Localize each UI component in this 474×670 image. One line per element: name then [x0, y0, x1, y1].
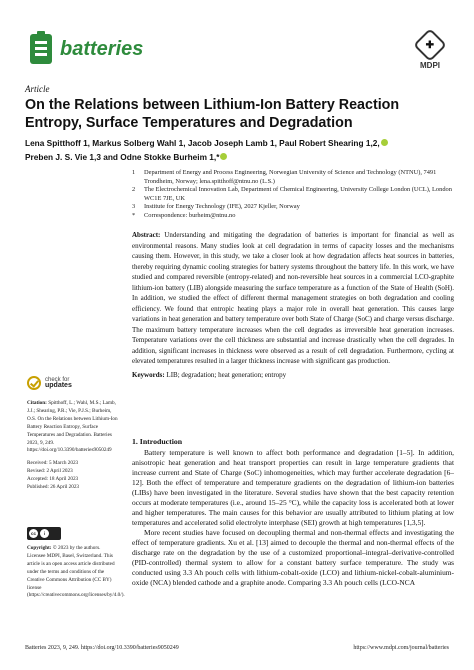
copyright	[27, 545, 125, 600]
published-date: Published: 26 April 2023	[27, 484, 80, 491]
citation-sidebar	[27, 400, 119, 492]
abstract-text: Understanding and mitigating the degradation of batteries is important for financial as well as environmental reasons. Many studies look at cell degradation in terms of capacity losses and the mechanisms causing them. However, in this study, we take a closer look at how degradation affects heat sources in batteries, thereby requiring dynamic cooling strategies for battery systems throughout the battery life. In this work, we have studied and compared reversible (entropy-related) and non-reversible heat sources in a commercial LCO-graphite lithium-ion battery (LIB) alongside measuring the surface temperature as a function of the State of Health (SoH). In addition, we studied the effect of different thermal management strategies on both degradation and cooling efficiency. We found that entropic heating plays a major role in overall heat generation. This causes large variations in heat generation and battery temperature over both State of Charge (SoC) and charge versus discharge. The maximum battery temperature increases when the cell degrades as irreversible heat generation increases. Temperature variations over the cell thickness are substantial and increase drastically when the cell degrades. In addition, significant increases in thickness were observed as a result of cell degradation. Furthermore, cycling at elevated temperatures resulted in a larger thickness increase with significant gas production.	[132, 231, 455, 365]
orcid-icon[interactable]	[381, 139, 388, 146]
affiliation-item: * Correspondence: burheim@ntnu.no	[132, 211, 236, 219]
battery-icon	[30, 34, 52, 64]
intro-paragraph: Battery temperature is well known to affect both performance and degradation [1–5]. In addition, anisotropic heat generation and heat transport properties can result in large temperature gradients that increase current and State of Charge (SoC) inhomogeneities, which may further accelerate degradation [6–12]. Both the effect of temperature and temperature gradients on the degradation of lithium-ion batteries (LIBs) have been investigated in the literature. Several studies have shown that the best capacity retention occurs at moderate temperatures (i.e., around 15–25 °C), while the capacity loss is accelerated both at lower and higher temperatures. The main causes for this behavior are usually attributed to lithium plating at low temperatures and accelerated solid electrolyte interphase (SEI) growth at high temperatures [1,3,5].	[132, 448, 454, 527]
affiliation-item: 1 Department of Energy and Process Engineering, Norwegian University of Science and Technology (NTNU), 7491 Trondheim, Norway; lena.spitthoff@ntnu.no (L.S.)	[132, 169, 437, 185]
intro-paragraph: More recent studies have focused on decoupling thermal and non-thermal effects and investigating the effect of temperature gradients. Xu et al. [13] aimed to decouple the thermal and non-thermal effects of the discharge rate on the degradation by the use of a customized proportional–integral–derivative-controlled (PID-controlled) thermal system to allow for a constant battery surface temperature. The study was conducted using 3.3 Ah pouch cells with lithium-cobalt-oxide (LCO) and lithium-nickel-cobalt-aluminium-oxide (NCA) blended cathode and a graphite anode. Comparing 3.3 Ah pouch cells (LCO-NCA	[132, 528, 454, 587]
check-updates-line1: check for	[45, 376, 70, 383]
paper-title: On the Relations between Lithium-Ion Battery Reaction Entropy, Surface Temperatures and Degradation	[25, 97, 400, 131]
keywords	[132, 370, 454, 380]
article-type: Article	[25, 84, 50, 94]
affiliation-item: 3 Institute for Energy Technology (IFE), 2027 Kjeller, Norway	[132, 203, 300, 210]
publisher-name: MDPI	[420, 61, 440, 70]
check-updates-icon	[27, 376, 41, 390]
introduction-body	[132, 448, 454, 588]
authors-line-2: Preben J. S. Vie 1,3 and Odne Stokke Burheim 1,*	[25, 152, 220, 162]
author-list	[25, 136, 455, 164]
cc-icon: cc	[30, 531, 36, 536]
publisher-logo	[418, 33, 442, 70]
footer-citation: Batteries 2023, 9, 249. https://doi.org/10.3390/batteries9050249	[25, 645, 179, 651]
affiliation-item: 2 The Electrochemical Innovation Lab, Department of Chemical Engineering, University College London (UCL), London WC1E 7JE, UK	[132, 186, 452, 202]
accepted-date: Accepted: 18 April 2023	[27, 476, 79, 483]
footer-journal-link[interactable]: https://www.mdpi.com/journal/batteries	[353, 645, 449, 651]
by-icon: i	[40, 529, 49, 538]
check-for-updates-button[interactable]	[27, 376, 72, 390]
check-updates-line2: updates	[45, 382, 72, 389]
section-heading: 1. Introduction	[132, 437, 183, 446]
revised-date: Revised: 2 April 2023	[27, 468, 73, 475]
keywords-label: Keywords:	[132, 371, 165, 379]
keywords-text: LIB; degradation; heat generation; entropy	[166, 371, 287, 379]
received-date: Received: 5 March 2023	[27, 460, 79, 467]
citation-text: Spitthoff, L.; Wahl, M.S.; Lamb, J.J.; Shearing, P.R.; Vie, P.J.S.; Burheim, O.S. On the Relations between Lithium-Ion Battery Reaction Entropy, Surface Temperatures and Degradation. Batteries 2023, 9, 249. https://doi.org/10.3390/batteries9050249	[27, 400, 118, 454]
abstract-label: Abstract:	[132, 231, 161, 239]
copyright-text: © 2023 by the authors. Licensee MDPI, Basel, Switzerland. This article is an open access article distributed under the terms and conditions of the Creative Commons Attribution (CC BY) license (https://creativecommons.org/licenses/by/4.0/).	[27, 545, 125, 599]
cc-license-badge[interactable]	[27, 527, 61, 540]
journal-name: batteries	[60, 37, 144, 60]
authors-line-1: Lena Spitthoff 1, Markus Solberg Wahl 1, Jacob Joseph Lamb 1, Paul Robert Shearing 1,2,	[25, 138, 380, 148]
affiliations	[132, 169, 452, 220]
citation	[27, 400, 119, 455]
orcid-icon[interactable]	[220, 153, 227, 160]
citation-label: Citation:	[27, 400, 47, 406]
abstract	[132, 230, 454, 367]
copyright-label: Copyright:	[27, 545, 52, 551]
mdpi-icon: ✚	[413, 28, 447, 62]
journal-logo	[30, 34, 143, 64]
